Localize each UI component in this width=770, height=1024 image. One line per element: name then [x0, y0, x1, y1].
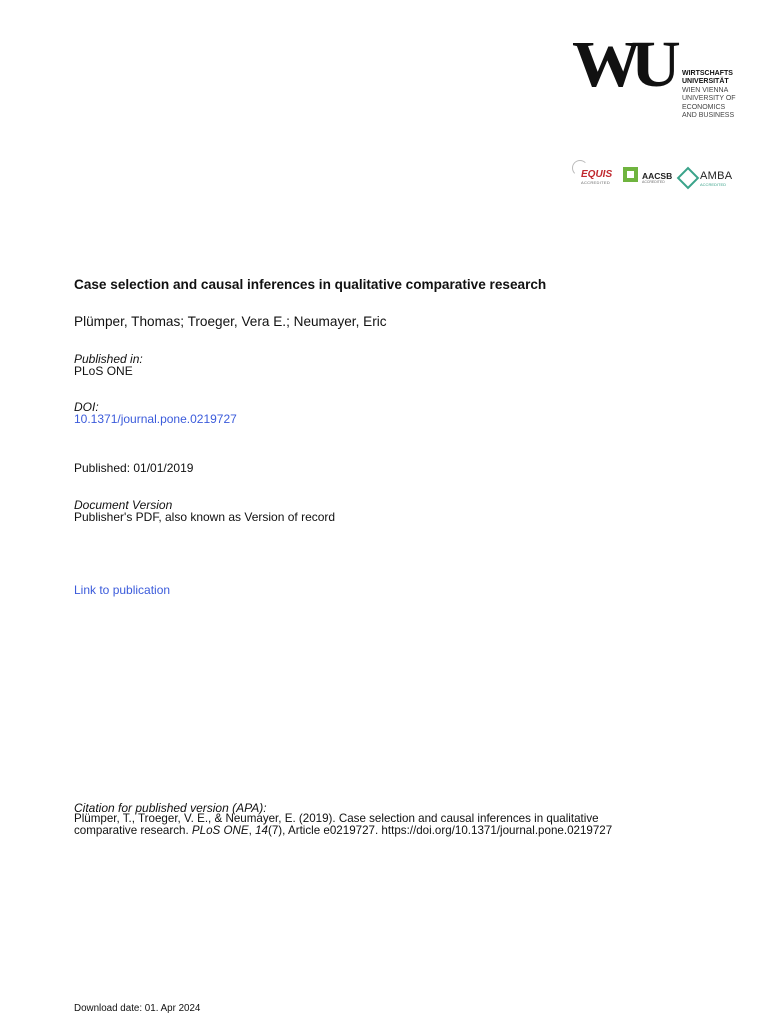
- amba-diamond-icon: [677, 167, 700, 190]
- published-in-value: PLoS ONE: [74, 364, 133, 378]
- aacsb-sub-label: ACCREDITED: [642, 180, 665, 184]
- wu-logo-line: UNIVERSITY OF: [682, 95, 736, 103]
- download-date: Download date: 01. Apr 2024: [74, 1003, 201, 1014]
- wu-logo-line: WIRTSCHAFTS: [682, 70, 733, 77]
- citation-volume: 14: [255, 824, 268, 837]
- citation-label: Citation for published version (APA):: [74, 801, 267, 815]
- wu-logo-line: AND BUSINESS: [682, 112, 735, 120]
- wu-logo-line: UNIVERSITÄT: [682, 78, 729, 86]
- doi-link[interactable]: 10.1371/journal.pone.0219727: [74, 412, 237, 426]
- citation-text: [74, 813, 714, 837]
- equis-sub-label: ACCREDITED: [581, 180, 611, 185]
- amba-sub-label: ACCREDITED: [700, 182, 727, 187]
- citation-journal: PLoS ONE: [191, 824, 249, 837]
- wu-logo-mark: WU: [572, 28, 671, 101]
- citation-part: (7), Article e0219727. https://doi.org/10.1371/journal.pone.0219727: [268, 824, 613, 837]
- wu-logo-text: [682, 70, 736, 120]
- citation-line: Plümper, T., Troeger, V. E., & Neumayer, E. (2019). Case selection and causal inferences in qualitative: [74, 812, 599, 825]
- equis-badge: [572, 160, 620, 190]
- accreditation-badges: [572, 160, 737, 190]
- amba-badge: [678, 160, 738, 190]
- wu-logo-line: WIEN VIENNA: [682, 86, 729, 94]
- amba-label: AMBA: [700, 170, 733, 182]
- citation-part: comparative research.: [74, 824, 192, 837]
- published-date: Published: 01/01/2019: [74, 461, 194, 475]
- document-version-value: Publisher's PDF, also known as Version of record: [74, 510, 336, 524]
- aacsb-square-inner: [627, 171, 634, 178]
- doi-label: DOI:: [74, 400, 99, 414]
- link-to-publication[interactable]: Link to publication: [74, 583, 171, 597]
- wu-logo-line: ECONOMICS: [682, 103, 726, 111]
- aacsb-badge: [622, 160, 674, 190]
- equis-label: EQUIS: [581, 169, 613, 180]
- document-authors: Plümper, Thomas; Troeger, Vera E.; Neumayer, Eric: [74, 314, 387, 329]
- citation-part: ,: [248, 824, 256, 837]
- document-version-label: Document Version: [74, 498, 173, 512]
- document-title: Case selection and causal inferences in qualitative comparative research: [74, 277, 547, 292]
- aacsb-label: AACSB: [642, 171, 673, 181]
- citation-line: [74, 825, 714, 837]
- published-in-label: Published in:: [74, 352, 143, 366]
- wu-logo: [572, 28, 737, 122]
